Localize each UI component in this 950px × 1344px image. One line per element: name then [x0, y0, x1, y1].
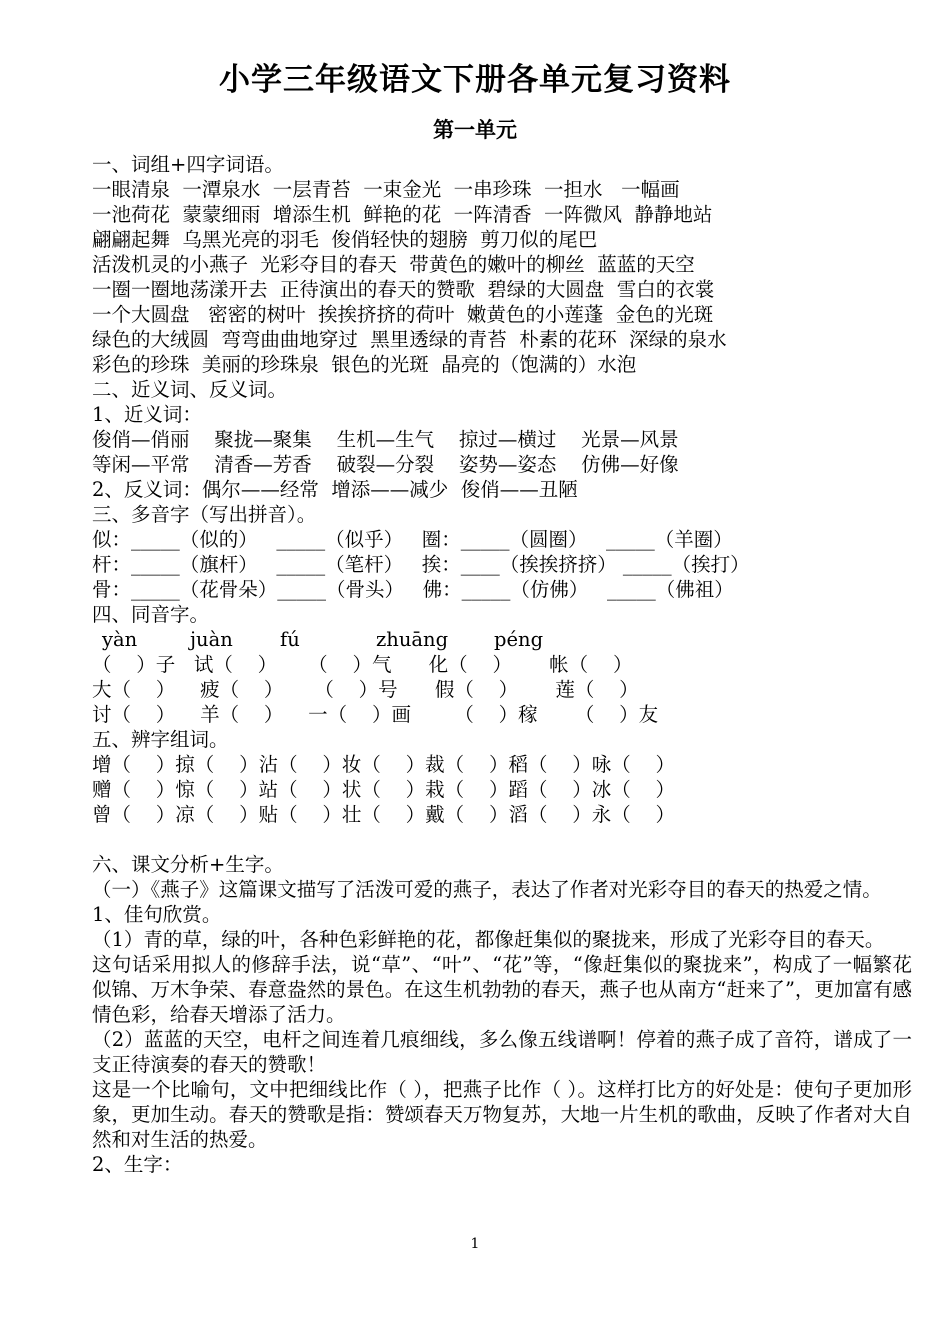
- subsection-heading: 1、佳句欣赏。: [92, 903, 222, 926]
- text-line: 翩翩起舞 乌黑光亮的羽毛 俊俏轻快的翅膀 剪刀似的尾巴: [92, 228, 598, 251]
- text-line: 一眼清泉 一潭泉水 一层青苔 一束金光 一串珍珠 一担水 一幅画: [92, 178, 680, 201]
- section-heading: 一、词组+四字词语。: [92, 153, 284, 176]
- text-line: 俊俏—俏丽 聚拢—聚集 生机—生气 掠过—横过 光景—风景: [92, 428, 679, 451]
- text-line: 一圈一圈地荡漾开去 正待演出的春天的赞歌 碧绿的大圆盘 雪白的衣裳: [92, 278, 715, 301]
- bianzi-row: 曾（ ）凉（ ）贴（ ）壮（ ）戴（ ）滔（ ）永（ ）: [92, 803, 676, 826]
- section-heading: 三、多音字（写出拼音）。: [92, 503, 317, 526]
- text-line: 骨：_____（花骨朵）_____（骨头） 佛：_____（仿佛） _____（佛祖）: [92, 578, 734, 601]
- text-line: 似：_____（似的） _____（似乎） 圈：_____（圆圈） _____（羊圈）: [92, 528, 733, 551]
- section-heading: 五、辨字组词。: [92, 728, 229, 751]
- paragraph: （2）蓝蓝的天空，电杆之间连着几痕细线，多么像五线谱啊！停着的燕子成了音符，谱成了一支正待演奏的春天的赞歌！: [92, 1028, 912, 1076]
- text-line: 活泼机灵的小燕子 光彩夺目的春天 带黄色的嫩叶的柳丝 蓝蓝的天空: [92, 253, 695, 276]
- pinyin: fú: [280, 628, 300, 651]
- paragraph: 这是一个比喻句，文中把细线比作（ ），把燕子比作（ ）。这样打比方的好处是：使句子更加形象，更加生动。春天的赞歌是指：赞颂春天万物复苏，大地一片生机的歌曲，反映了作者对大自然和对生活的热爱。: [92, 1078, 912, 1151]
- page-number: 1: [470, 1236, 480, 1252]
- paragraph: （1）青的草，绿的叶，各种色彩鲜艳的花，都像赶集似的聚拢来，形成了光彩夺目的春天。: [92, 928, 885, 951]
- bianzi-row: 赠（ ）惊（ ）站（ ）状（ ）栽（ ）蹈（ ）冰（ ）: [92, 778, 676, 801]
- text-line: 绿色的大绒圆 弯弯曲曲地穿过 黑里透绿的青苔 朴素的花环 深绿的泉水: [92, 328, 727, 351]
- homophone-row: 大（ ） 疲（ ） （ ）号 假（ ） 莲（ ）: [92, 678, 639, 701]
- page-title: 小学三年级语文下册各单元复习资料: [219, 62, 731, 98]
- text-line: 杆：_____（旗杆） _____（笔杆） 挨：____（挨挨挤挤） _____（挨打）: [92, 553, 750, 576]
- paragraph: 这句话采用拟人的修辞手法，说“草”、“叶”、“花”等，“像赶集似的聚拢来”，构成了一幅繁花似锦、万木争荣、春意盎然的景色。在这生机勃勃的春天，燕子也从南方“赶来了”，更加富有感情色彩，给春天增添了活力。: [92, 953, 912, 1026]
- paragraph: （一）《燕子》这篇课文描写了活泼可爱的燕子，表达了作者对光彩夺目的春天的热爱之情。: [92, 878, 882, 901]
- text-line: 一个大圆盘 密密的树叶 挨挨挤挤的荷叶 嫩黄色的小莲蓬 金色的光斑: [92, 303, 714, 326]
- pinyin: péng: [494, 628, 544, 651]
- text-line: 2、反义词：偶尔——经常 增添——减少 俊俏——丑陋: [92, 478, 578, 501]
- subsection-heading: 1、近义词：: [92, 403, 202, 426]
- blank-line: [92, 827, 912, 852]
- text-line: 一池荷花 蒙蒙细雨 增添生机 鲜艳的花 一阵清香 一阵微风 静静地站: [92, 203, 713, 226]
- pinyin: juàn: [190, 628, 233, 651]
- text-line: 彩色的珍珠 美丽的珍珠泉 银色的光斑 晶亮的（饱满的）水泡: [92, 353, 637, 376]
- document-body: [92, 152, 912, 1177]
- subsection-heading: 2、生字：: [92, 1153, 183, 1176]
- text-line: 等闲—平常 清香—芳香 破裂—分裂 姿势—姿态 仿佛—好像: [92, 453, 679, 476]
- pinyin: zhuāng: [376, 628, 449, 651]
- bianzi-row: 增（ ）掠（ ）沾（ ）妆（ ）裁（ ）稻（ ）咏（ ）: [92, 753, 676, 776]
- pinyin: yàn: [102, 628, 138, 651]
- unit-heading: 第一单元: [433, 118, 517, 142]
- section-heading: 二、近义词、反义词。: [92, 378, 288, 401]
- section-heading: 六、课文分析+生字。: [92, 853, 284, 876]
- homophone-row: （ ）子 试（ ） （ ）气 化（ ） 帐（ ）: [92, 653, 633, 676]
- pinyin-row: [92, 627, 912, 652]
- homophone-row: 讨（ ） 羊（ ） 一（ ）画 （ ）稼 （ ）友: [92, 703, 659, 726]
- section-heading: 四、同音字。: [92, 603, 210, 626]
